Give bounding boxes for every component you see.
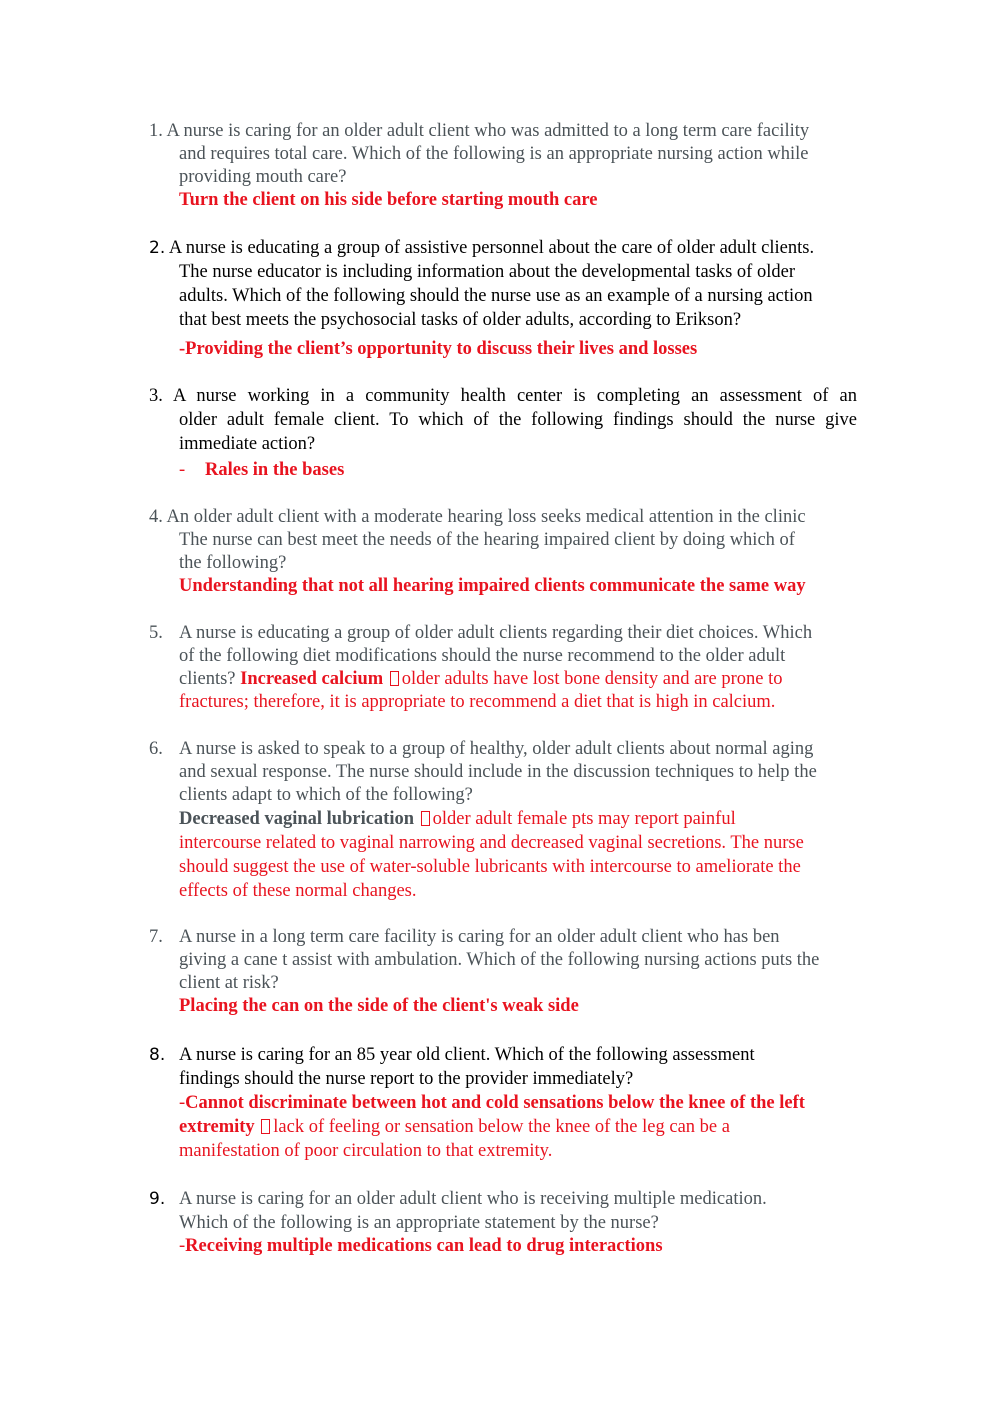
missing-glyph-box-icon [421, 811, 430, 826]
question-5-rationale-1: older adults have lost bone density and are prone to [401, 669, 783, 689]
question-3 [149, 384, 857, 482]
question-2-line-2: The nurse educator is including information about the developmental tasks of older [179, 262, 795, 282]
question-4-answer: Understanding that not all hearing impaired clients communicate the same way [179, 576, 806, 596]
question-3-bullet-dash: - [179, 460, 186, 480]
question-5-line-1: A nurse is educating a group of older adult clients regarding their diet choices. Which [179, 623, 813, 643]
question-9-number: 9. [149, 1189, 166, 1209]
question-6-number: 6. [149, 739, 163, 759]
question-3-line-3: immediate action? [179, 434, 316, 454]
question-8-line-2: findings should the nurse report to the provider immediately? [179, 1069, 634, 1089]
question-9-answer: Receiving multiple medications can lead to drug interactions [185, 1236, 663, 1256]
question-7-line-3: client at risk? [179, 973, 279, 993]
question-7-number: 7. [149, 927, 163, 947]
question-6-line-3: clients adapt to which of the following? [179, 785, 473, 805]
question-4-line-2: The nurse can best meet the needs of the hearing impaired client by doing which of [179, 530, 795, 550]
question-8-number: 8. [149, 1045, 166, 1065]
question-3-line-1: 3. A nurse working in a community health center is completing an assessment of an [149, 386, 857, 406]
question-6-line-2: and sexual response. The nurse should include in the discussion techniques to help the [179, 762, 817, 782]
question-2-answer: -Providing the client’s opportunity to discuss their lives and losses [179, 339, 698, 359]
question-4 [149, 506, 873, 598]
question-1 [149, 120, 873, 212]
missing-glyph-box-icon [261, 1119, 270, 1134]
question-8-rationale-1: lack of feeling or sensation below the knee of the leg can be a [273, 1117, 730, 1137]
question-6-rationale-2: intercourse related to vaginal narrowing and decreased vaginal secretions. The nurse [179, 833, 804, 853]
question-6-rationale-1: older adult female pts may report painful [432, 809, 736, 829]
question-6-rationale-3: should suggest the use of water-soluble lubricants with intercourse to ameliorate the [179, 857, 801, 877]
question-7-answer: Placing the can on the side of the client's weak side [179, 996, 579, 1016]
question-9-line-1: A nurse is caring for an older adult client who is receiving multiple medication. [179, 1189, 767, 1209]
question-9-answer-dash: - [179, 1236, 186, 1256]
question-9-line-2: Which of the following is an appropriate statement by the nurse? [179, 1212, 659, 1233]
question-7 [149, 926, 873, 1018]
question-7-line-1: A nurse in a long term care facility is caring for an older adult client who has ben [179, 927, 780, 947]
question-5-line-3-prefix: clients? [179, 669, 241, 689]
question-1-line-1: 1. A nurse is caring for an older adult client who was admitted to a long term care facility [149, 121, 810, 141]
question-8 [149, 1043, 873, 1163]
question-1-line-2: and requires total care. Which of the following is an appropriate nursing action while [179, 144, 809, 164]
question-4-line-3: the following? [179, 553, 287, 573]
question-6 [149, 738, 873, 903]
question-6-rationale-4: effects of these normal changes. [179, 881, 417, 901]
question-7-line-2: giving a cane t assist with ambulation. Which of the following nursing actions puts the [179, 950, 820, 970]
question-4-line-1: 4. An older adult client with a moderate hearing loss seeks medical attention in the clinic [149, 507, 806, 527]
question-5 [149, 622, 873, 714]
question-8-rationale-2: manifestation of poor circulation to that extremity. [179, 1141, 553, 1161]
question-3-answer: Rales in the bases [205, 460, 345, 480]
question-6-answer: Decreased vaginal lubrication [179, 809, 415, 829]
question-1-line-3: providing mouth care? [179, 167, 347, 187]
question-2 [149, 236, 873, 361]
question-5-rationale-2: fractures; therefore, it is appropriate to recommend a diet that is high in calcium. [179, 692, 776, 712]
question-2-line-1: A nurse is educating a group of assistive personnel about the care of older adult clients. [168, 238, 815, 258]
question-2-line-4: that best meets the psychosocial tasks of older adults, according to Erikson? [179, 310, 742, 330]
question-2-line-3: adults. Which of the following should the nurse use as an example of a nursing action [179, 286, 813, 306]
question-5-line-2: of the following diet modifications should the nurse recommend to the older adult [179, 646, 786, 666]
question-8-answer-2: extremity [179, 1117, 255, 1137]
question-2-number: 2. [149, 238, 166, 258]
question-8-answer-1: Cannot discriminate between hot and cold sensations below the knee of the left [185, 1093, 805, 1113]
question-3-line-2: older adult female client. To which of the following findings should the nurse give [179, 410, 857, 430]
question-8-line-1: A nurse is caring for an 85 year old client. Which of the following assessment [179, 1045, 755, 1065]
missing-glyph-box-icon [390, 671, 399, 686]
question-9 [149, 1188, 873, 1259]
question-5-number: 5. [149, 623, 163, 643]
question-3-answer-row [149, 458, 857, 482]
question-5-answer: Increased calcium [240, 669, 384, 689]
question-1-answer: Turn the client on his side before starting mouth care [179, 190, 598, 210]
question-6-line-1: A nurse is asked to speak to a group of healthy, older adult clients about normal aging [179, 739, 814, 759]
question-8-answer-dash: - [179, 1093, 186, 1113]
